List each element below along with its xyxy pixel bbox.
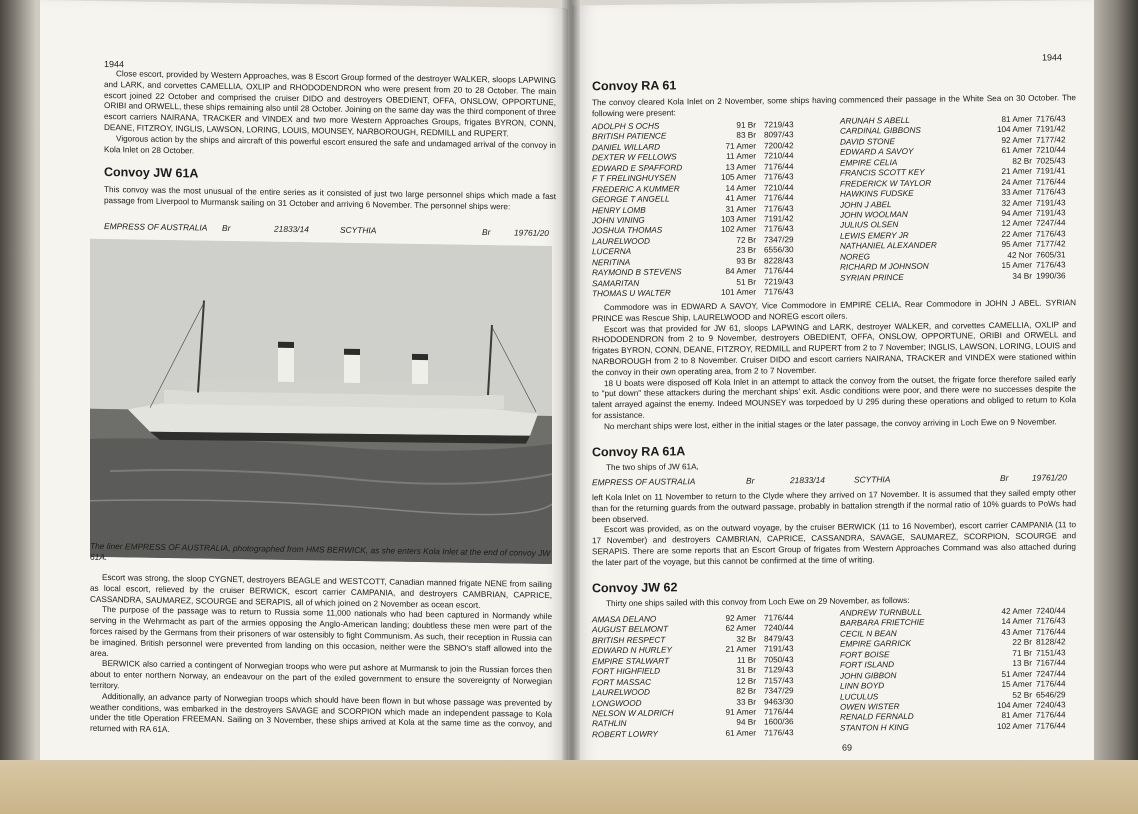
convoy-ra61a-intro: The two ships of JW 61A, (606, 462, 699, 473)
ship-tonnage: 7176/44 (764, 613, 794, 623)
ship-tonnage: 7050/43 (764, 654, 794, 665)
ship-name: HAWKINS FUDSKE (840, 188, 914, 199)
ship-tonnage: 7176/43 (764, 287, 794, 297)
ra61a-ship-1-data: 21833/14 (790, 474, 825, 486)
ship-tonnage: 7240/43 (1036, 700, 1066, 710)
ship-name: CECIL N BEAN (840, 628, 897, 639)
left-intro-paragraph-2: Vigorous action by the ships and aircraft of this powerful escort ensured the safe and undamaged arrival of the convoy in Kola Inlet on 28 October. (104, 133, 556, 155)
ship-name: EMPIRE GARRICK (840, 639, 911, 649)
convoy-jw62-intro: Thirty one ships sailed with this convoy from Loch Ewe on 29 November, as follows: (606, 595, 910, 609)
photo-caption: The liner EMPRESS OF AUSTRALIA, photographed from HMS BERWICK, as she enters Kola Inlet at the end of convoy JW 61A. (90, 540, 551, 563)
ra61a-paragraph-2: Escort was provided, as on the outward voyage, by the cruiser BERWICK (11 to 16 November), escort carrier CAMPANIA (11 to 17 November) and destroyers CAMBRIAN, CAPRICE, CASSANDRA, SAVAGE, SAUMAREZ, SCORPION, SCOURGE and SERAPIS. There are some reports that an Escort Group of frigates from Western Approaches Command was also attached during the later part of the voyage, but this cannot be confirmed at the time of writing. (592, 520, 1076, 568)
ship-tonnage: 7210/44 (764, 151, 794, 161)
ship-flag: 103 Amer (720, 214, 756, 224)
ship-row (592, 728, 822, 741)
ship-name: EMPIRE CELIA (840, 157, 898, 168)
ship-tonnage: 6546/29 (1036, 689, 1066, 700)
ship-flag: 14 Amer (1001, 617, 1032, 627)
ship-tonnage: 7176/43 (1036, 114, 1066, 124)
ship-name: SYRIAN PRINCE (840, 272, 904, 283)
ship-tonnage: 8228/43 (764, 255, 794, 266)
left-intro-text (104, 69, 556, 162)
ship-flag: 33 Br (736, 697, 756, 707)
ship-flag: 51 Br (736, 277, 756, 287)
left-intro-paragraph-1: Close escort, provided by Western Approaches, was 8 Escort Group formed of the destroyer WALKER, sloops LAPWING and LARK, and corvettes CAMELLIA, OXLIP and RHODODENDRON who were present from 20 to 28 October. The main escort joined 22 October and comprised the cruiser DIDO and destroyers OBEDIENT, OFFA, ONSLOW, OPPORTUNE, ORIBI and ORWELL, these ships remaining also until 28 October. Joining on the same day was the third component of three escort carriers NAIRANA, TRACKER and VINDEX and two more Western Approaches Groups, frigates BYRON, CONN, DEANE, FITZROY, INGLIS, LAWSON, LORING, LOUIS, MOUNSEY, NARBOROUGH, REDMILL and RUPERT. (104, 69, 556, 139)
ship-flag: 102 Amer (720, 224, 756, 235)
ship-1-name: EMPRESS OF AUSTRALIA (104, 221, 208, 233)
ship-tonnage: 7191/43 (1036, 208, 1066, 218)
ship-flag: 13 Amer (725, 162, 756, 172)
ship-flag: 12 Br (736, 676, 756, 686)
ship-name: GEORGE T ANGELL (592, 194, 670, 205)
ship-name: NERITINA (592, 257, 631, 267)
ship-flag: 81 Amer (1001, 114, 1032, 124)
ship-flag: 42 Nor (1007, 250, 1032, 260)
ship-flag: 82 Br (736, 686, 756, 696)
left-lower-paragraph-3: BERWICK also carried a contingent of Norwegian troops who were put ashore at Murmansk to join the Russian forces then about to enter northern Norway, an endeavour on the part of the exiled government to ensure the sovereignty of Norwegian territory. (90, 659, 552, 691)
ship-flag: 22 Br (1012, 637, 1032, 648)
ship-2-data: 19761/20 (514, 227, 549, 238)
book-gutter (562, 0, 580, 780)
ship-name: OWEN WISTER (840, 701, 900, 712)
ship-flag: 82 Br (1012, 156, 1032, 166)
ship-flag: 31 Br (736, 665, 756, 675)
ship-tonnage: 7176/43 (1036, 187, 1066, 197)
ship-name: EDWARD E SPAFFORD (592, 163, 683, 174)
ship-flag: 15 Amer (1001, 679, 1032, 690)
ship-tonnage: 7347/29 (764, 686, 794, 696)
ra61-paragraph-1: Commodore was in EDWARD A SAVOY, Vice Commodore in EMPIRE CELIA, Rear Commodore in JOHN J ABEL. SYRIAN PRINCE was Rescue Ship, LAURELWOOD and NOREG escort oilers. (592, 298, 1076, 324)
ship-flag: 34 Br (1012, 271, 1032, 281)
ship-name: LUCERNA (592, 247, 632, 257)
ship-name: FORT BOISE (840, 649, 890, 660)
ship-name: FREDERICK W TAYLOR (840, 178, 932, 189)
ship-flag: 12 Amer (1001, 219, 1032, 229)
ship-name: FRANCIS SCOTT KEY (840, 167, 925, 178)
ship-flag: 61 Amer (1001, 145, 1032, 156)
convoy-jw61a-heading: Convoy JW 61A (104, 165, 199, 181)
ship-name: FORT MASSAC (592, 677, 651, 687)
ship-tonnage: 7157/43 (764, 675, 794, 686)
ship-name: RENALD FERNALD (840, 712, 914, 723)
ship-tonnage: 7177/42 (1036, 135, 1066, 145)
ship-flag: 71 Br (1012, 648, 1032, 658)
ship-flag: 83 Br (736, 130, 756, 141)
ship-name: AMASA DELANO (592, 614, 657, 625)
ra61-ship-list-1 (592, 120, 822, 300)
ship-name: ARUNAH S ABELL (840, 115, 910, 126)
ship-tonnage: 7176/43 (764, 224, 794, 234)
ship-flag: 91 Br (736, 120, 756, 130)
ship-flag: 43 Amer (1001, 627, 1032, 637)
ship-name: DEXTER W FELLOWS (592, 152, 677, 163)
ship-flag: 95 Amer (1001, 239, 1032, 250)
ship-tonnage: 7191/42 (1036, 124, 1066, 135)
ship-name: FREDERIC A KUMMER (592, 183, 680, 194)
ship-tonnage: 1990/36 (1036, 270, 1066, 281)
ship-tonnage: 7129/43 (764, 665, 794, 675)
ship-tonnage: 7176/43 (1036, 229, 1066, 239)
ship-name: BRITISH RESPECT (592, 635, 666, 646)
ship-tonnage: 7347/29 (764, 234, 794, 245)
ship-row (840, 271, 1076, 284)
ship-1-data: 21833/14 (274, 223, 309, 235)
left-lower-paragraph-4: Additionally, an advance party of Norwegian troops which should have been flown in but whose passage was prevented by weather conditions, was embarked in the destroyers SAVAGE and SCORPION which made an independent passage to Kola under the title Operation FREEMAN. Sailing on 3 November, these ships arrived at Kola at the same time as the convoy, and returned with RA 61A. (90, 691, 552, 735)
convoy-jw62-heading: Convoy JW 62 (592, 580, 678, 596)
ship-name: AUGUST BELMONT (592, 624, 668, 635)
ship-tonnage: 6556/30 (764, 245, 794, 255)
table-surface (0, 760, 1138, 814)
ship-photograph (90, 239, 552, 564)
ship-tonnage: 7176/44 (764, 193, 794, 203)
ship-tonnage: 7176/44 (764, 707, 794, 717)
ra61a-paragraph-1: left Kola Inlet on 11 November to return to the Clyde where they arrived on 17 November. It is assumed that they sailed empty other than for the returning guards from the outward passage, probably in battalion strength if the normal ratio of 10% guards to PoWs had been observed. (592, 488, 1076, 524)
ship-flag: 11 Amer (726, 151, 756, 162)
ship-flag: 22 Amer (1001, 229, 1032, 239)
left-lower-paragraph-2: The purpose of the passage was to return to Russia some 11,000 nationals who had been captured in Normandy while serving in the Wehrmacht as part of the armies opposing the Anglo-American landing; doubtless these men were part of the forces raised by the Germans from their prisoners of war ostensibly to fight Communism. As such, their reception in Russia can be imagined. British personnel were prevented from landing on this occasion, neither were the SBNO's staff allowed into the area. (90, 605, 552, 658)
left-lower-text (90, 573, 552, 742)
ship-flag: 13 Br (1012, 658, 1032, 669)
ship-flag: 15 Amer (1001, 260, 1032, 271)
page-number-right: 69 (842, 742, 853, 753)
ship-name: SAMARITAN (592, 278, 640, 288)
ship-tonnage: 7240/44 (1036, 606, 1066, 616)
ship-tonnage: 7025/43 (1036, 156, 1066, 166)
ship-flag: 33 Amer (1001, 187, 1032, 198)
ship-tonnage: 7176/44 (764, 161, 794, 172)
ship-flag: 32 Br (736, 634, 756, 644)
ship-tonnage: 1600/36 (764, 717, 794, 727)
ship-tonnage: 8128/42 (1036, 637, 1066, 647)
ship-flag: 102 Amer (996, 721, 1032, 731)
ship-name: RAYMOND B STEVENS (592, 267, 682, 278)
left-page-year: 1944 (104, 59, 125, 70)
right-page-year: 1944 (1042, 52, 1063, 63)
ship-name: EMPIRE STALWART (592, 656, 670, 667)
ship-name: NATHANIEL ALEXANDER (840, 240, 937, 251)
ship-tonnage: 7191/42 (764, 214, 794, 224)
ship-name: JOHN VINING (592, 215, 645, 226)
ship-name: FORT HIGHFIELD (592, 666, 661, 677)
ship-tonnage: 7176/44 (1036, 627, 1066, 637)
ship-name: NELSON W ALDRICH (592, 708, 674, 719)
convoy-ra61-intro: The convoy cleared Kola Inlet on 2 November, some ships having commenced their passage in the White Sea on 30 October. The following were present: (592, 93, 1076, 119)
jw61a-ship-list (104, 221, 556, 240)
ship-flag: 101 Amer (720, 287, 756, 297)
ship-name: BRITISH PATIENCE (592, 131, 667, 142)
ship-name: CARDINAL GIBBONS (840, 126, 921, 137)
ship-name: THOMAS U WALTER (592, 288, 671, 299)
ship-flag: 71 Amer (725, 141, 756, 151)
ship-flag: 61 Amer (725, 728, 756, 738)
ship-flag: 31 Amer (725, 204, 756, 214)
ship-flag: 52 Br (1012, 690, 1032, 700)
liner-illustration (90, 239, 552, 564)
ship-flag: 81 Amer (1001, 711, 1032, 721)
ship-flag: 62 Amer (725, 623, 756, 634)
ra61a-ship-2-name: SCYTHIA (854, 474, 891, 485)
ship-tonnage: 7167/44 (1036, 658, 1066, 668)
ship-tonnage: 7176/43 (764, 172, 794, 182)
convoy-ra61a-heading: Convoy RA 61A (592, 444, 686, 460)
ship-tonnage: 8097/43 (764, 130, 794, 140)
ship-tonnage: 7247/44 (1036, 668, 1066, 679)
ship-flag: 24 Amer (1001, 177, 1032, 187)
jw62-ship-list-2 (840, 606, 1076, 734)
ship-name: ANDREW TURNBULL (840, 607, 922, 618)
left-page (40, 0, 568, 778)
ship-flag: 32 Amer (1001, 198, 1032, 208)
ship-tonnage: 7247/44 (1036, 218, 1066, 228)
ship-tonnage: 7176/44 (764, 266, 794, 276)
ship-row (840, 721, 1076, 734)
ship-flag: 91 Amer (725, 707, 756, 717)
ship-flag: 92 Amer (1001, 135, 1032, 145)
ship-tonnage: 7210/44 (1036, 145, 1066, 155)
ship-tonnage: 8479/43 (764, 634, 794, 644)
ship-tonnage: 7177/42 (1036, 239, 1066, 249)
ship-name: LONGWOOD (592, 698, 642, 708)
ship-name: RATHLIN (592, 719, 627, 729)
ra61-paragraph-3: 18 U boats were disposed off Kola Inlet in an attempt to attack the convoy from the outset, the frigate force therefore sailed early to "put down" these attackers during the merchant ships' exit. Asdic conditions were poor, and there were no successes despite the talent arrayed against the enemy. Indeed MOUNSEY was torpedoed by U 295 during these operations and obliged to return to Kola for assistance. (592, 373, 1076, 421)
ship-tonnage: 7219/43 (764, 276, 794, 287)
ship-name: HENRY LOMB (592, 205, 646, 215)
ship-2-flag: Br (482, 226, 491, 238)
left-lower-paragraph-1: Escort was strong, the sloop CYGNET, destroyers BEAGLE and WESTCOTT, Canadian manned frigate NENE from sailing as local escort, relieved by the cruiser BERWICK, escort carrier CAMPANIA, and destroyers CAMBRIAN, CAPRICE, CASSANDRA, SAUMAREZ, SCOURGE and SERAPIS, all of which joined on 2 November as ocean escort. (90, 572, 552, 610)
ra61-paragraph-4: No merchant ships were lost, either in the initial stages or the later passage, the convoy arriving in Loch Ewe on 9 November. (604, 417, 1057, 431)
ship-row (592, 287, 822, 300)
ship-tonnage: 7191/43 (764, 644, 794, 654)
ship-1-flag: Br (222, 222, 231, 233)
ship-tonnage: 7176/43 (764, 727, 794, 738)
ship-name: JULIUS OLSEN (840, 220, 899, 231)
ship-name: F T FRELINGHUYSEN (592, 173, 677, 184)
ship-name: JOSHUA THOMAS (592, 225, 663, 236)
convoy-jw61a-paragraph: This convoy was the most unusual of the entire series as it consisted of just two large personnel ships which made a fast passage from Liverpool to Murmansk sailing on 31 October and arriving 6 November. The personnel ships were: (104, 185, 556, 212)
ship-flag: 41 Amer (725, 193, 756, 203)
ship-tonnage: 7210/44 (764, 182, 794, 193)
ship-name: DAVID STONE (840, 136, 895, 147)
ra61a-ship-2-flag: Br (1000, 472, 1009, 483)
ship-flag: 105 Amer (720, 172, 756, 183)
ra61a-ship-1-name: EMPRESS OF AUSTRALIA (592, 476, 696, 488)
ship-name: JOHN J ABEL (840, 199, 892, 210)
ship-flag: 23 Br (736, 245, 756, 255)
ship-name: EDWARD N HURLEY (592, 645, 672, 656)
ship-tonnage: 7176/43 (1036, 616, 1066, 627)
ship-tonnage: 7176/43 (1036, 260, 1066, 270)
ra61a-ship-list (592, 472, 1076, 489)
ship-tonnage: 7176/43 (764, 203, 794, 213)
ship-tonnage: 7176/44 (1036, 721, 1066, 731)
ship-tonnage: 7176/44 (1036, 176, 1066, 187)
ship-name: ADOLPH S OCHS (592, 121, 660, 132)
ship-name: BARBARA FRIETCHIE (840, 618, 925, 629)
ra61-paragraph-2: Escort was that provided for JW 61, sloops LAPWING and LARK, destroyer WALKER, and corvettes CAMELLIA, OXLIP and RHODODENDRON from 2 to 9 November, destroyers OBEDIENT, OFFA, ONSLOW, OPPORTUNE, ORIBI and ORWELL and frigates BYRON, CONN, DEANE, FITZROY, REDMILL and RUPERT from 2 to 7 November; INGLIS, LAWSON, LORING, LOUIS and NARBOROUGH from 2 to 8 November. Cruiser DIDO and escort carriers NAIRANA, TRACKER and VINDEX were stationed within the convoy in their own operating area, from 2 to 7 November. (592, 319, 1076, 378)
ship-flag: 93 Br (736, 256, 756, 266)
ship-flag: 11 Br (737, 655, 756, 665)
ship-name: JOHN GIBBON (840, 670, 897, 681)
ship-tonnage: 7176/44 (1036, 710, 1066, 720)
ship-flag: 21 Amer (1001, 166, 1032, 177)
ship-name: LAURELWOOD (592, 687, 650, 698)
ship-2-name: SCYTHIA (340, 224, 377, 236)
ship-tonnage: 7605/31 (1036, 249, 1066, 260)
ra61a-text (592, 488, 1076, 569)
ship-name: LINN BOYD (840, 681, 885, 691)
ship-flag: 42 Amer (1001, 606, 1032, 616)
ship-tonnage: 7151/43 (1036, 648, 1066, 658)
ship-tonnage: 7240/44 (764, 623, 794, 633)
ship-tonnage: 7176/44 (1036, 679, 1066, 689)
ra61a-ship-2-data: 19761/20 (1032, 472, 1067, 483)
ship-flag: 51 Amer (1001, 669, 1032, 679)
ship-flag: 14 Amer (725, 183, 756, 193)
ship-name: NOREG (840, 252, 871, 262)
ship-name: LUCULUS (840, 691, 879, 702)
ship-tonnage: 7191/43 (1036, 197, 1066, 208)
ship-name: EDWARD A SAVOY (840, 147, 914, 157)
ra61a-ship-1-flag: Br (746, 475, 755, 486)
ship-flag: 72 Br (736, 235, 756, 245)
ship-flag: 104 Amer (996, 125, 1032, 135)
ship-name: LEWIS EMERY JR (840, 230, 909, 241)
ship-flag: 94 Amer (1001, 208, 1032, 218)
ship-flag: 84 Amer (725, 266, 756, 276)
right-page (572, 0, 1094, 775)
ship-name: LAURELWOOD (592, 236, 650, 247)
ship-name: JOHN WOOLMAN (840, 209, 908, 220)
ship-name: DANIEL WILLARD (592, 142, 661, 153)
ship-name: RICHARD M JOHNSON (840, 261, 929, 272)
ship-flag: 94 Br (736, 717, 756, 728)
ship-tonnage: 9463/30 (764, 696, 794, 706)
ship-name: STANTON H KING (840, 722, 909, 733)
ship-name: ROBERT LOWRY (592, 729, 658, 740)
ship-tonnage: 7219/43 (764, 120, 794, 130)
ship-flag: 21 Amer (725, 644, 756, 655)
convoy-ra61-heading: Convoy RA 61 (592, 78, 677, 94)
ship-flag: 92 Amer (725, 613, 756, 623)
ship-name: FORT ISLAND (840, 660, 894, 670)
ship-flag: 104 Amer (996, 700, 1032, 710)
jw62-ship-list-1 (592, 613, 822, 741)
ra61-ship-list-2 (840, 114, 1076, 283)
ship-tonnage: 7191/41 (1036, 166, 1066, 176)
ra61-text (592, 298, 1076, 433)
ship-tonnage: 7200/42 (764, 141, 794, 151)
